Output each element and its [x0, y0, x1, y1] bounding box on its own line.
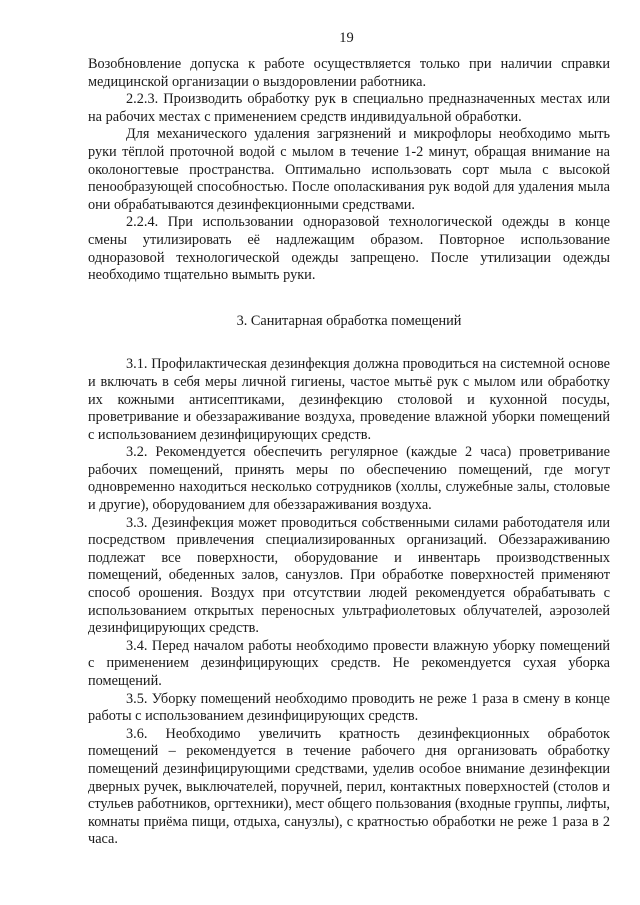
paragraph-3-3: 3.3. Дезинфекция может проводиться собственными силами работодателя или посредством привлечения специализированных организаций. Обеззараживанию подлежат все поверхности, оборудование и инвентарь производственных помещений, обеденных залов, санузлов. При обработке поверхностей применяют способ орошения. Воздух при отсутствии людей рекомендуется обрабатывать с использованием открытых переносных ультрафиолетовых облучателей, аэрозолей дезинфицирующих средств.	[88, 514, 610, 637]
paragraph-3-5: 3.5. Уборку помещений необходимо проводить не реже 1 раза в смену в конце работы с использованием дезинфицирующих средств.	[88, 690, 610, 725]
paragraph-3-6: 3.6. Необходимо увеличить кратность дезинфекционных обработок помещений – рекомендуется в течение рабочего дня организовать обработку помещений дезинфицирующими средствами, уделив особое внимание дезинфекции дверных ручек, выключателей, поручней, перил, контактных поверхностей (столов и стульев работников, оргтехники), мест общего пользования (входные группы, лифты, комнаты приёма пищи, отдыха, санузлы), с кратностью обработки не реже 1 раза в 2 часа.	[88, 725, 610, 848]
paragraph-continuation: Возобновление допуска к работе осуществляется только при наличии справки медицинской организации о выздоровлении работника.	[88, 56, 610, 90]
paragraph-3-4: 3.4. Перед началом работы необходимо провести влажную уборку помещений с применением дезинфицирующих средств. Не рекомендуется сухая уборка помещений.	[88, 637, 610, 689]
section-title: 3. Санитарная обработка помещений	[236, 312, 462, 329]
paragraph-2-2-3: 2.2.3. Производить обработку рук в специально предназначенных местах или на рабочих местах с применением средств индивидуальной обработки.	[88, 91, 610, 125]
paragraph-3-1: 3.1. Профилактическая дезинфекция должна проводиться на системной основе и включать в себя меры личной гигиены, частое мытьё рук с мылом или обработку их кожными антисептиками, дезинфекцию столовой и кухонной посуды, проветривание и обеззараживание воздуха, проведение влажной уборки помещений с использованием дезинфицирующих средств.	[88, 356, 610, 443]
paragraph-hand-washing: Для механического удаления загрязнений и микрофлоры необходимо мыть руки тёплой проточной водой с мылом в течение 1-2 минут, обращая внимание на околоногтевые пространства. Оптимально использовать сорт мыла с высокой пенообразующей способностью. После ополаскивания рук водой для удаления мыла они обрабатываются дезинфекционными средствами.	[88, 126, 610, 213]
paragraph-2-2-4: 2.2.4. При использовании одноразовой технологической одежды в конце смены утилизировать её надлежащим образом. Повторное использование одноразовой технологической одежды запрещено. После утилизации одежды необходимо тщательно вымыть руки.	[88, 214, 610, 284]
paragraph-3-2: 3.2. Рекомендуется обеспечить регулярное (каждые 2 часа) проветривание рабочих помещений, принять меры по обеспечению помещений, где могут одновременно находиться несколько сотрудников (холлы, служебные залы, столовые и другие), оборудованием для обеззараживания воздуха.	[88, 444, 610, 514]
page-number: 19	[339, 30, 354, 46]
